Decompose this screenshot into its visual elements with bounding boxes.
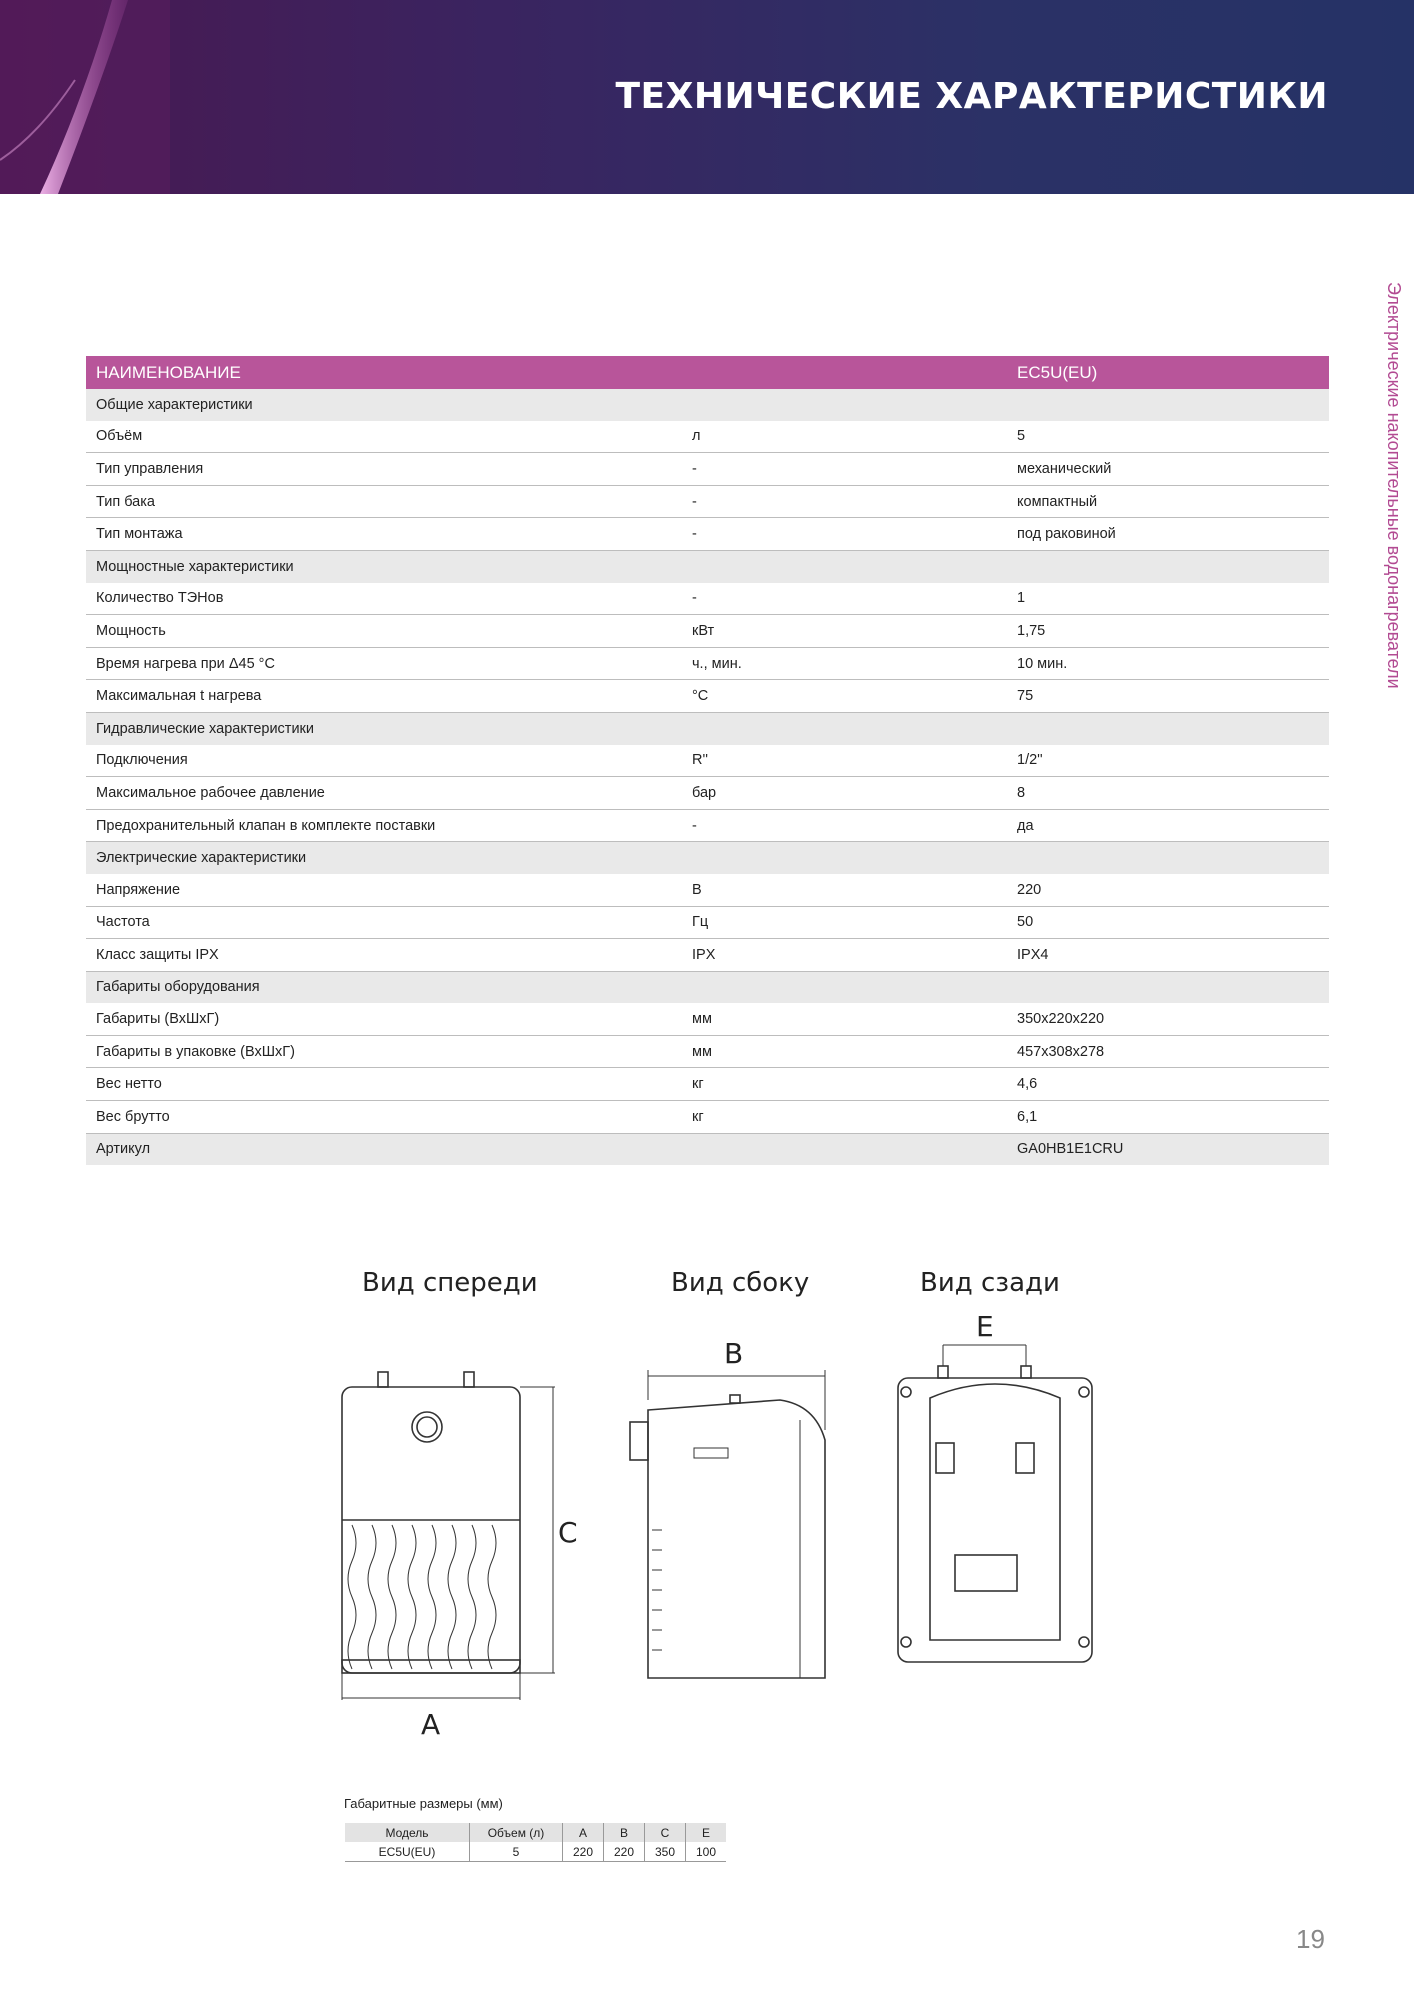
dims-cell: 350 [645, 1842, 686, 1862]
spec-value: 1 [1007, 583, 1329, 615]
spec-unit: - [682, 453, 1007, 486]
spec-value: 350x220x220 [1007, 1003, 1329, 1035]
spec-unit: - [682, 583, 1007, 615]
spec-name: Максимальное рабочее давление [86, 777, 682, 810]
spec-unit: кВт [682, 615, 1007, 648]
spec-unit: бар [682, 777, 1007, 810]
spec-name: Класс защиты IPX [86, 939, 682, 972]
spec-name: Подключения [86, 745, 682, 777]
spec-name: Предохранительный клапан в комплекте поставки [86, 809, 682, 842]
spec-name: Вес брутто [86, 1101, 682, 1134]
dimensions-caption: Габаритные размеры (мм) [344, 1796, 503, 1811]
back-view-title: Вид сзади [920, 1268, 1060, 1298]
dims-header-cell: Модель [345, 1823, 470, 1842]
spec-unit: °C [682, 680, 1007, 713]
dims-cell: 220 [604, 1842, 645, 1862]
spec-value: 50 [1007, 906, 1329, 939]
spec-name: Габариты в упаковке (ВхШхГ) [86, 1035, 682, 1068]
spec-name: Частота [86, 906, 682, 939]
spec-name: Мощность [86, 615, 682, 648]
dimensions-table [345, 1823, 726, 1862]
spec-value: 457x308x278 [1007, 1035, 1329, 1068]
spec-value: 10 мин. [1007, 647, 1329, 680]
spec-name: Время нагрева при Δ45 °C [86, 647, 682, 680]
header-model: EC5U(EU) [1007, 356, 1329, 389]
dims-cell: EC5U(EU) [345, 1842, 470, 1862]
spec-name: Артикул [86, 1133, 682, 1165]
spec-group-title: Гидравлические характеристики [86, 712, 1329, 744]
spec-name: Напряжение [86, 874, 682, 906]
spec-value: механический [1007, 453, 1329, 486]
spec-unit: - [682, 809, 1007, 842]
spec-name: Тип монтажа [86, 518, 682, 551]
spec-unit: - [682, 518, 1007, 551]
spec-value: 75 [1007, 680, 1329, 713]
dims-header-cell: C [645, 1823, 686, 1842]
header-name: НАИМЕНОВАНИЕ [86, 356, 682, 389]
dims-row [345, 1842, 726, 1862]
spec-value: GA0HB1E1CRU [1007, 1133, 1329, 1165]
spec-value: да [1007, 809, 1329, 842]
dimension-label-b: B [724, 1337, 744, 1370]
spec-unit: Гц [682, 906, 1007, 939]
front-view-title: Вид спереди [362, 1268, 538, 1298]
spec-unit: IPX [682, 939, 1007, 972]
front-view-drawing [342, 1372, 555, 1700]
spec-unit: ч., мин. [682, 647, 1007, 680]
dimension-label-a: A [421, 1708, 441, 1741]
side-view-title: Вид сбоку [671, 1268, 810, 1298]
spec-name: Тип управления [86, 453, 682, 486]
dims-header-cell: E [686, 1823, 727, 1842]
spec-group-title: Мощностные характеристики [86, 550, 1329, 582]
spec-value: 5 [1007, 421, 1329, 453]
spec-value: 6,1 [1007, 1101, 1329, 1134]
spec-value: 220 [1007, 874, 1329, 906]
dims-header-cell: A [563, 1823, 604, 1842]
spec-value: 8 [1007, 777, 1329, 810]
spec-unit: В [682, 874, 1007, 906]
spec-group-title: Общие характеристики [86, 389, 1329, 421]
spec-name: Вес нетто [86, 1068, 682, 1101]
spec-group-title: Габариты оборудования [86, 971, 1329, 1003]
spec-unit: кг [682, 1101, 1007, 1134]
spec-unit: л [682, 421, 1007, 453]
spec-name: Тип бака [86, 485, 682, 518]
spec-value: IPX4 [1007, 939, 1329, 972]
dimension-label-e: E [976, 1310, 994, 1343]
dims-cell: 5 [470, 1842, 563, 1862]
dims-header-cell: B [604, 1823, 645, 1842]
spec-unit: - [682, 485, 1007, 518]
dims-header-row [345, 1823, 726, 1842]
spec-name: Габариты (ВхШхГ) [86, 1003, 682, 1035]
spec-value: 4,6 [1007, 1068, 1329, 1101]
dims-cell: 100 [686, 1842, 727, 1862]
spec-unit: мм [682, 1003, 1007, 1035]
dimension-label-c: C [558, 1516, 578, 1549]
spec-group-title: Электрические характеристики [86, 842, 1329, 874]
spec-unit: кг [682, 1068, 1007, 1101]
section-side-label: Электрические накопительные водонагреватели [1384, 282, 1404, 689]
spec-value: под раковиной [1007, 518, 1329, 551]
spec-name: Количество ТЭНов [86, 583, 682, 615]
page-title: ТЕХНИЧЕСКИЕ ХАРАКТЕРИСТИКИ [615, 76, 1328, 117]
spec-value: 1,75 [1007, 615, 1329, 648]
dims-cell: 220 [563, 1842, 604, 1862]
dims-header-cell: Объем (л) [470, 1823, 563, 1842]
side-view-drawing [630, 1370, 825, 1678]
back-view-drawing [898, 1345, 1092, 1662]
spec-name: Объём [86, 421, 682, 453]
spec-name: Максимальная t нагрева [86, 680, 682, 713]
spec-value: компактный [1007, 485, 1329, 518]
page-number: 19 [1296, 1924, 1325, 1954]
spec-value: 1/2'' [1007, 745, 1329, 777]
spec-unit: R'' [682, 745, 1007, 777]
spec-unit: мм [682, 1035, 1007, 1068]
